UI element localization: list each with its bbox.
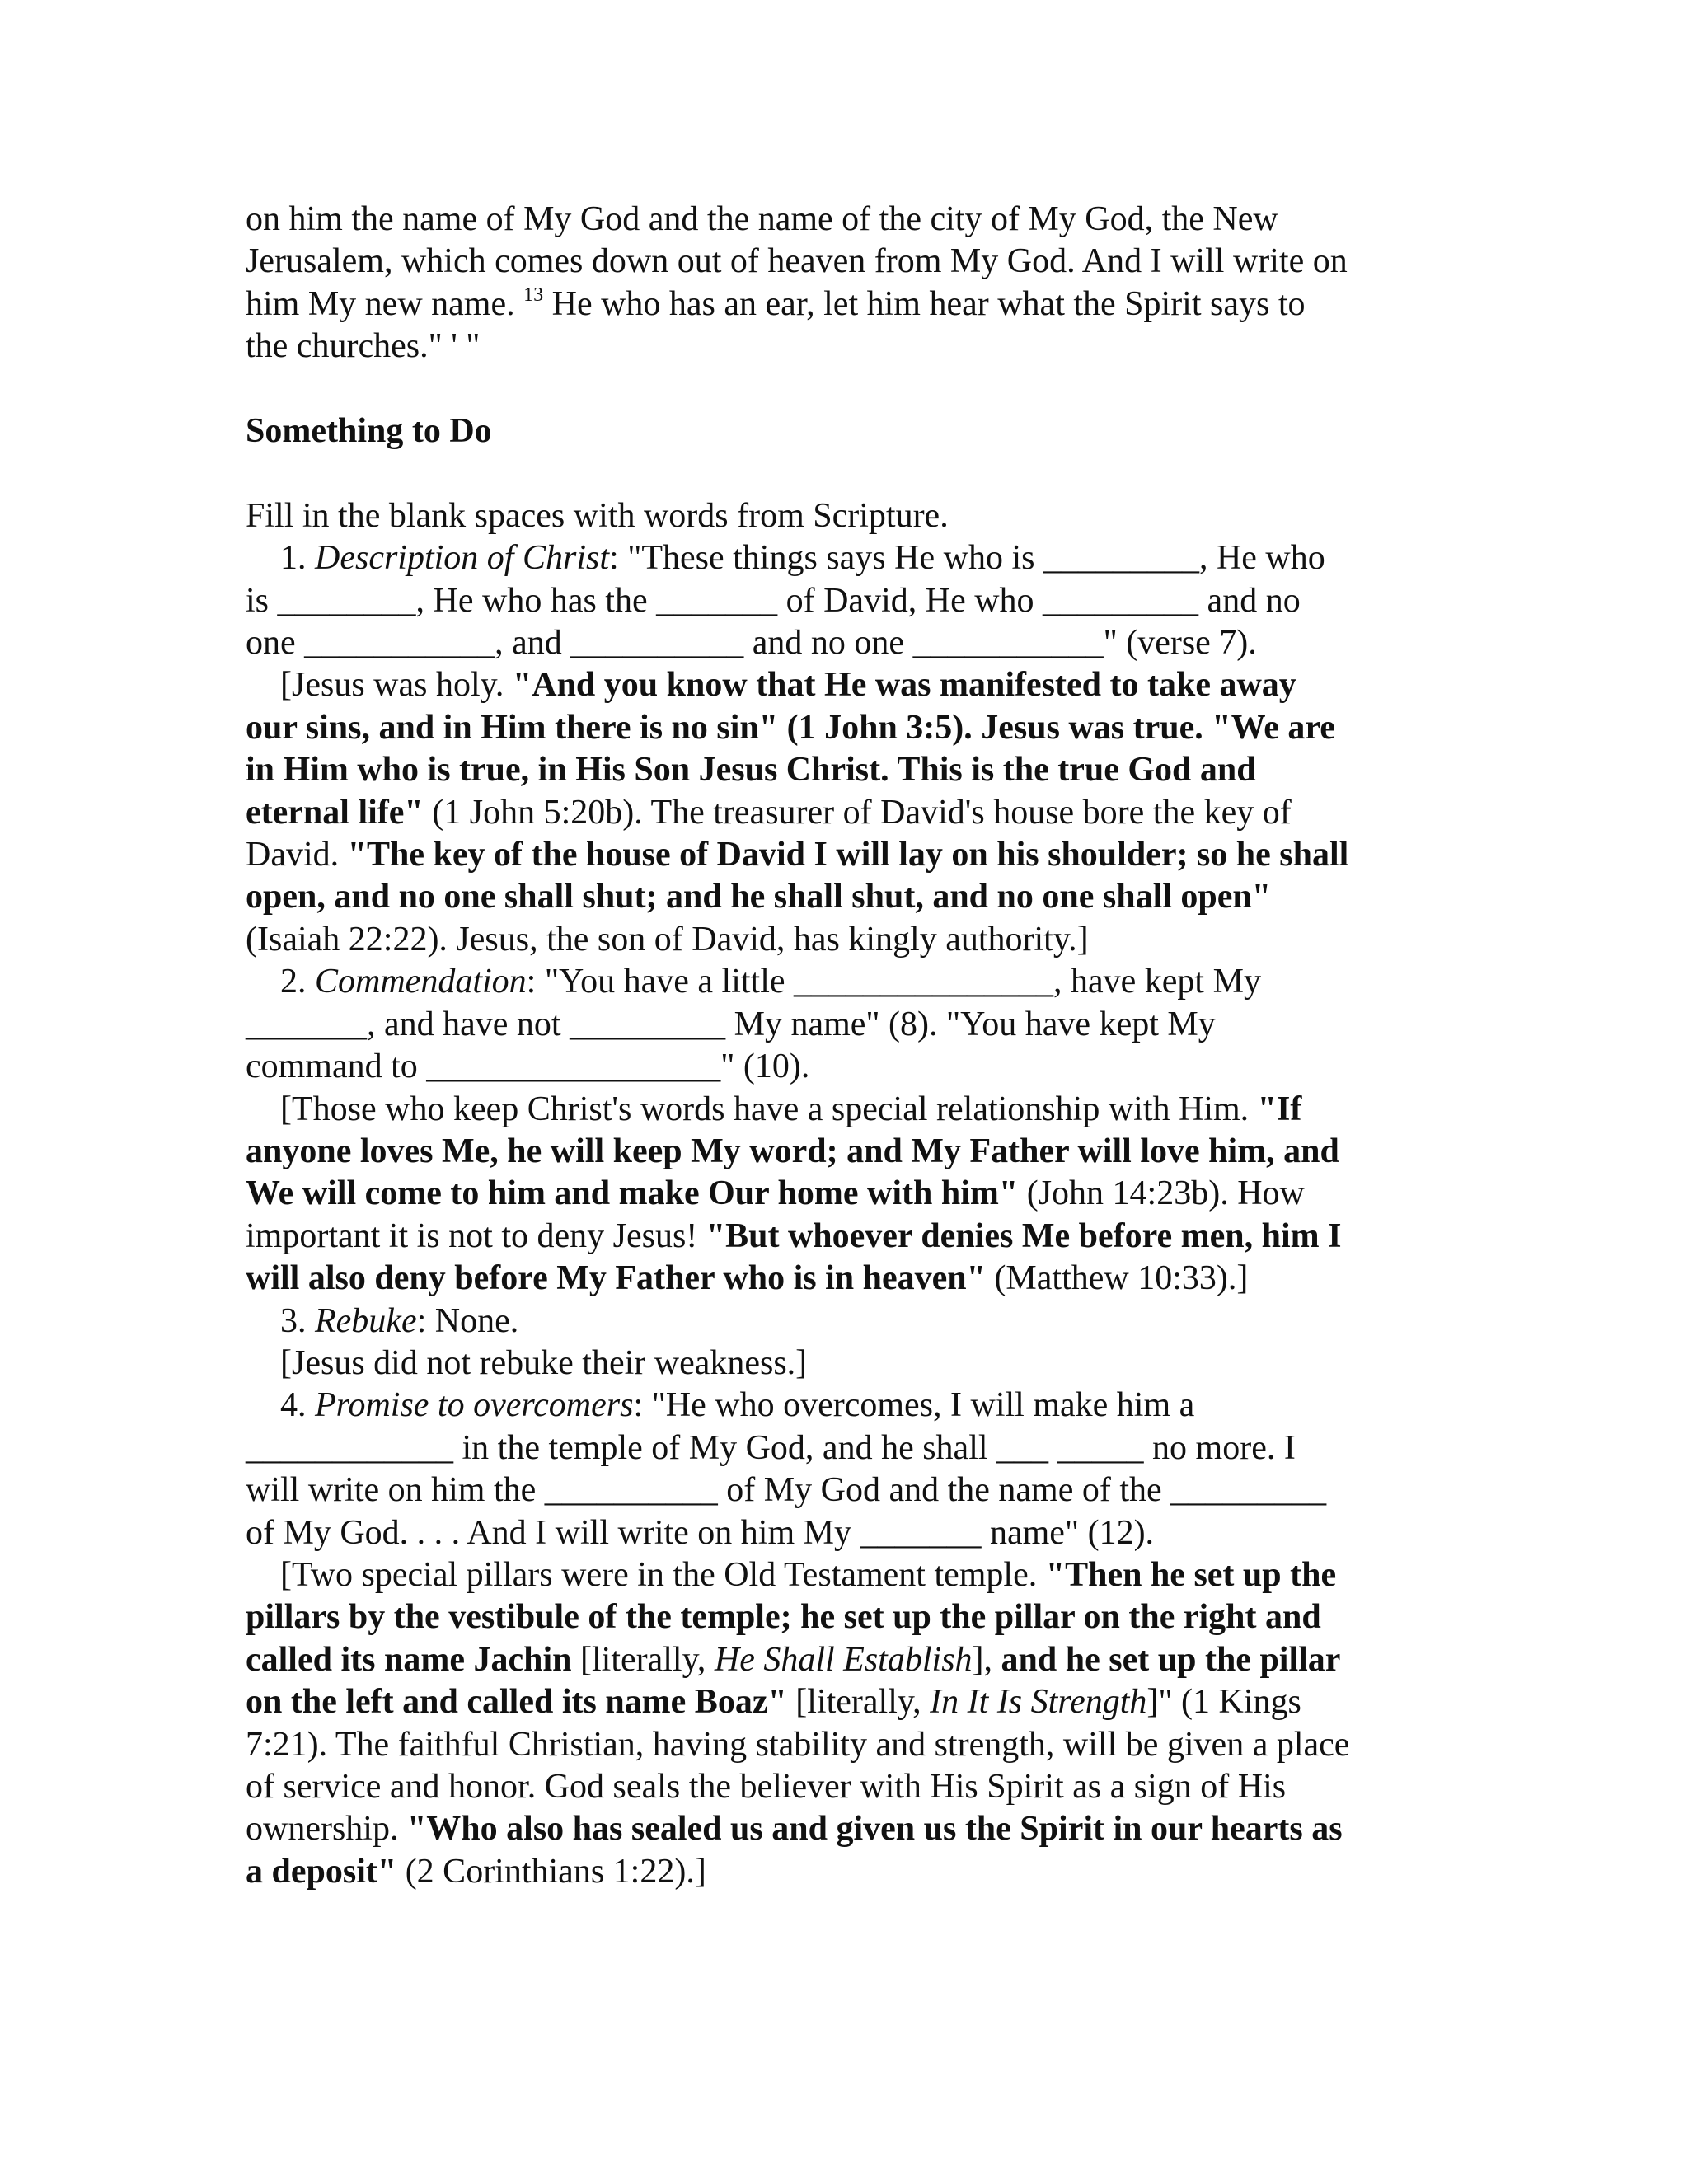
scripture-quote: "But whoever denies Me before men, him I bbox=[706, 1216, 1342, 1255]
literal-meaning: He Shall Establish bbox=[714, 1640, 973, 1679]
item-text: one ___________, and __________ and no one ___________" (verse 7). bbox=[246, 624, 1257, 663]
scripture-quote: will also deny before My Father who is in heaven" bbox=[246, 1259, 986, 1298]
exercise-item-2 bbox=[246, 961, 1449, 1088]
continuation-line: him My new name. bbox=[246, 284, 524, 323]
document-body bbox=[246, 199, 1449, 1893]
scripture-quote: our sins, and in Him there is no sin" (1 John 3:5). Jesus was true. "We are bbox=[246, 708, 1335, 747]
verse-number: 13 bbox=[523, 284, 544, 306]
item-text: _______, and have not _________ My name" (8). "You have kept My bbox=[246, 1005, 1216, 1043]
commentary-text: ownership. bbox=[246, 1810, 407, 1849]
commentary-3: [Jesus did not rebuke their weakness.] bbox=[280, 1343, 808, 1382]
scripture-quote: eternal life" bbox=[246, 793, 424, 832]
commentary-4 bbox=[246, 1554, 1449, 1893]
item-label: Commendation bbox=[315, 963, 527, 1001]
item-label: Description of Christ bbox=[315, 539, 610, 578]
scripture-quote: "The key of the house of David I will lay on his shoulder; so he shall bbox=[347, 836, 1349, 874]
item-text: : "He who overcomes, I will make him a bbox=[633, 1386, 1195, 1425]
instructions: Fill in the blank spaces with words from Scripture. bbox=[246, 496, 949, 535]
item-text: : "These things says He who is _________, He who bbox=[609, 539, 1325, 578]
commentary-text: ], bbox=[972, 1640, 1001, 1679]
scripture-quote: anyone loves Me, he will keep My word; and My Father will love him, and bbox=[246, 1132, 1339, 1170]
item-text: will write on him the __________ of My God and the name of the _________ bbox=[246, 1471, 1327, 1510]
scripture-quote: "And you know that He was manifested to take away bbox=[512, 666, 1296, 705]
item-text: : "You have a little _______________, have kept My bbox=[526, 963, 1261, 1001]
commentary-2 bbox=[246, 1089, 1449, 1301]
item-text: : None. bbox=[416, 1301, 519, 1340]
exercise-item-1 bbox=[246, 537, 1449, 664]
item-number: 2. bbox=[280, 963, 315, 1001]
commentary-text: (John 14:23b). How bbox=[1018, 1174, 1305, 1213]
commentary-text: [Jesus was holy. bbox=[280, 666, 513, 705]
commentary-text: ]" (1 Kings bbox=[1146, 1683, 1301, 1722]
commentary-text: of service and honor. God seals the believer with His Spirit as a sign of His bbox=[246, 1768, 1287, 1806]
commentary-text: (1 John 5:20b). The treasurer of David's house bore the key of bbox=[423, 793, 1292, 832]
commentary-text: [Those who keep Christ's words have a special relationship with Him. bbox=[280, 1090, 1258, 1128]
commentary-text: [Two special pillars were in the Old Testament temple. bbox=[280, 1555, 1046, 1594]
commentary-text: (Isaiah 22:22). Jesus, the son of David, has kingly authority.] bbox=[246, 920, 1089, 958]
item-label: Rebuke bbox=[315, 1301, 417, 1340]
item-text: ____________ in the temple of My God, and he shall ___ _____ no more. I bbox=[246, 1428, 1296, 1467]
commentary-text: [literally, bbox=[786, 1683, 931, 1722]
item-text: is ________, He who has the _______ of David, He who _________ and no bbox=[246, 581, 1301, 620]
item-text: command to _________________" (10). bbox=[246, 1047, 810, 1086]
scripture-quote: in Him who is true, in His Son Jesus Christ. This is the true God and bbox=[246, 751, 1256, 790]
item-text: of My God. . . . And I will write on him My _______ name" (12). bbox=[246, 1513, 1155, 1552]
continuation-line: the churches." ' " bbox=[246, 327, 481, 366]
continuation-line: Jerusalem, which comes down out of heaven from My God. And I will write on bbox=[246, 242, 1348, 281]
scripture-quote: a deposit" bbox=[246, 1852, 397, 1891]
section-heading: Something to Do bbox=[246, 412, 492, 451]
scripture-quote: open, and no one shall shut; and he shall shut, and no one shall open" bbox=[246, 878, 1272, 916]
scripture-quote: "Then he set up the bbox=[1045, 1555, 1337, 1594]
scripture-quote: called its name Jachin bbox=[246, 1640, 572, 1679]
scripture-quote: on the left and called its name Boaz" bbox=[246, 1683, 787, 1722]
scripture-quote: "Who also has sealed us and given us the Spirit in our hearts as bbox=[406, 1810, 1343, 1849]
commentary-text: [literally, bbox=[571, 1640, 715, 1679]
item-label: Promise to overcomers bbox=[315, 1386, 634, 1425]
scripture-quote: We will come to him and make Our home with him" bbox=[246, 1174, 1019, 1213]
commentary-text: David. bbox=[246, 836, 348, 874]
item-number: 1. bbox=[280, 539, 315, 578]
scripture-continuation bbox=[246, 199, 1449, 368]
commentary-1 bbox=[246, 664, 1449, 961]
item-number: 4. bbox=[280, 1386, 315, 1425]
commentary-text: important it is not to deny Jesus! bbox=[246, 1216, 706, 1255]
continuation-line: on him the name of My God and the name of the city of My God, the New bbox=[246, 200, 1278, 238]
scripture-quote: pillars by the vestibule of the temple; he set up the pillar on the right and bbox=[246, 1598, 1321, 1637]
item-number: 3. bbox=[280, 1301, 315, 1340]
commentary-text: (2 Corinthians 1:22).] bbox=[396, 1852, 706, 1891]
exercise-item-3 bbox=[246, 1301, 1449, 1343]
exercise-item-4 bbox=[246, 1385, 1449, 1554]
literal-meaning: In It Is Strength bbox=[930, 1683, 1147, 1722]
commentary-text: (Matthew 10:33).] bbox=[985, 1259, 1249, 1298]
scripture-quote: "If bbox=[1257, 1090, 1302, 1128]
commentary-text: 7:21). The faithful Christian, having stability and strength, will be given a place bbox=[246, 1725, 1350, 1764]
continuation-line: He who has an ear, let him hear what the Spirit says to bbox=[543, 284, 1306, 323]
scripture-quote: and he set up the pillar bbox=[1001, 1640, 1341, 1679]
